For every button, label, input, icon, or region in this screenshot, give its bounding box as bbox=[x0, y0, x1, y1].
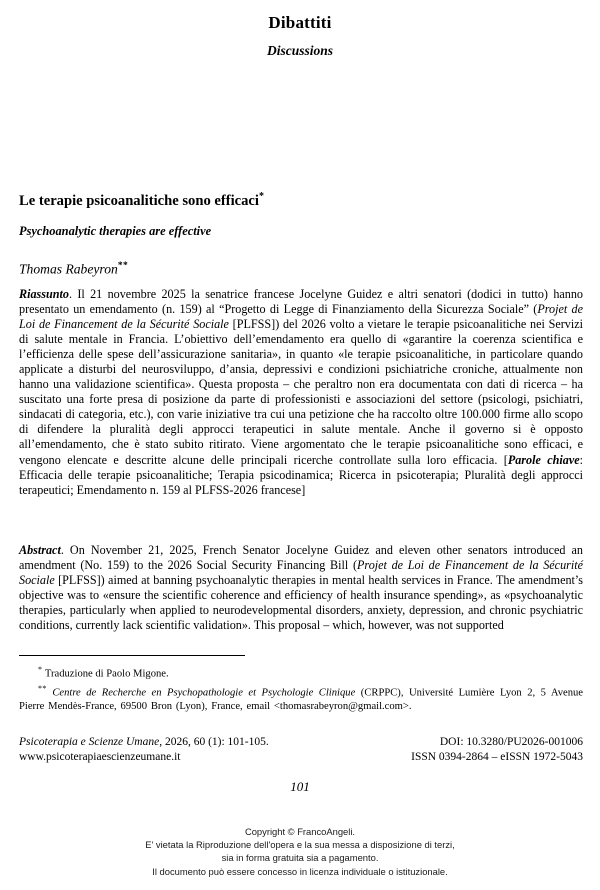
author-name: Thomas Rabeyron bbox=[19, 261, 118, 277]
title-block bbox=[19, 191, 583, 278]
abstract-english-text-part-2: [PLFSS]) aimed at banning psychoanalytic therapies in mental health services in France. The amendment’s objective was to «ensure the scientific coherence and efficiency of health insurance spending», as «psychoanalytic therapies, particularly when applied to neurodevelopmental disorders, anxiety, depression, and chronic psychiatric conditions, currently lack scientific validation». This proposal – which, however, was not supported bbox=[19, 573, 583, 633]
doi[interactable]: DOI: 10.3280/PU2026-001006 bbox=[439, 736, 583, 748]
abstract-english-text-part-1: . On November 21, 2025, French Senator Jocelyne Guidez and eleven other senators introduced an amendment (No. 159) to the 2026 Social Security Financing Bill ( bbox=[19, 543, 583, 573]
journal-website[interactable]: www.psicoterapiaescienzeumane.it bbox=[19, 751, 181, 763]
footnote-marker-single-asterisk: * bbox=[38, 665, 43, 674]
footnote-translator bbox=[19, 663, 583, 681]
abstract-italian-text-part-2: [PLFSS]) del 2026 volto a vietare le terapie psicoanalitiche nei Servizi di salute mentale in Francia. L’obiettivo dell’emendamento era quello di «garantire la coerenza scientifica e l’efficienza delle spese dell’assicurazione sanitaria», in quanto «le terapie psicoanalitiche, in particolare quando applicate a disturbi del neurosviluppo, d’ansia, depressivi e condizioni psichiatriche croniche, attualmente non hanno una validazione scientifica». Questa proposta – che peraltro non era documentata con dati di ricerca – ha suscitato una forte presa di posizione da parte di professionisti e associazioni del settore (psicologi, psichiatri, sindacati di categoria, etc.), con varie iniziative tra cui una petizione che ha raccolto oltre 100.000 firme allo scopo di difendere la pluralità degli approcci terapeutici in salute mentale. Anche il governo si è opposto all’emendamento, che è stato subito ritirato. Viene argomentato che le terapie psicoanalitiche sono efficaci, e vengono elencate e descritte alcune delle principali ricerche controllate sulla loro efficacia. [ bbox=[19, 317, 584, 467]
copyright-notice bbox=[0, 825, 600, 878]
article-title bbox=[19, 191, 583, 210]
footnote-affiliation-institute: Centre de Recherche en Psychopathologie et Psychologie Clinique bbox=[52, 687, 356, 699]
copyright-line-1: Copyright © FrancoAngeli. bbox=[244, 826, 356, 837]
abstract-english-law-title: Projet de Loi de Financement de la Sécurité Sociale bbox=[19, 558, 583, 588]
section-heading-english: Discussions bbox=[266, 43, 334, 58]
copyright-line-2: E' vietata la Riproduzione dell'opera e la sua messa a disposizione di terzi, bbox=[145, 839, 455, 851]
footnote-separator-rule bbox=[19, 655, 245, 656]
journal-name: Psicoterapia e Scienze Umane bbox=[19, 736, 160, 748]
citation-row-issn bbox=[19, 750, 583, 765]
issn: ISSN 0394-2864 – eISSN 1972-5043 bbox=[411, 751, 583, 763]
footnote-affiliation-address: (CRPPC), Université Lumière Lyon 2, 5 Avenue Pierre Mendès-France, 69500 Bron (Lyon), France, email <thomasrabeyron@gmail.com>. bbox=[19, 687, 584, 712]
article-title-text: Le terapie psicoanalitiche sono efficaci bbox=[19, 192, 259, 209]
section-heading-italian: Dibattiti bbox=[268, 13, 332, 32]
footnote-affiliation bbox=[19, 682, 583, 713]
article-author bbox=[19, 261, 583, 278]
abstract-italian bbox=[19, 287, 583, 498]
copyright-line-4: Il documento può essere concesso in licenza individuale o istituzionale. bbox=[152, 865, 448, 877]
abstract-italian-text-part-1: . Il 21 novembre 2025 la senatrice francese Jocelyne Guidez e altri senatori (dodici in tutto) hanno presentato un emendamento (n. 159) al “Progetto di Legge di Finanziamento della Sicurezza Sociale” ( bbox=[19, 287, 583, 317]
article-subtitle: Psychoanalytic therapies are effective bbox=[19, 224, 212, 239]
journal-citation bbox=[19, 735, 583, 765]
citation-row-issue bbox=[19, 735, 583, 750]
abstract-italian-label: Riassunto bbox=[19, 287, 69, 301]
keywords-italian: : Efficacia delle terapie psicoanalitiche; Terapia psicodinamica; Ricerca in psicoterapia; Pluralità degli approcci terapeutici; Emendamento n. 159 al PLFSS-2026 francese] bbox=[19, 452, 583, 497]
footnote-translator-text: Traduzione di Paolo Migone. bbox=[44, 668, 169, 680]
footnote-block bbox=[19, 663, 583, 713]
page-number: 101 bbox=[290, 779, 310, 794]
title-footnote-marker[interactable]: * bbox=[258, 191, 264, 202]
author-footnote-marker[interactable]: ** bbox=[117, 260, 129, 271]
citation-journal-and-issue bbox=[19, 735, 349, 750]
keywords-label-italian: Parole chiave bbox=[507, 452, 580, 467]
abstract-italian-law-title: Projet de Loi de Financement de la Sécurité Sociale bbox=[19, 302, 583, 332]
footnote-marker-double-asterisk: ** bbox=[38, 683, 47, 693]
copyright-line-3: sia in forma gratuita sia a pagamento. bbox=[221, 852, 379, 864]
journal-issue: , 2026, 60 (1): 101-105. bbox=[159, 736, 269, 748]
abstract-english bbox=[19, 543, 583, 633]
abstract-english-label: Abstract bbox=[19, 543, 61, 557]
